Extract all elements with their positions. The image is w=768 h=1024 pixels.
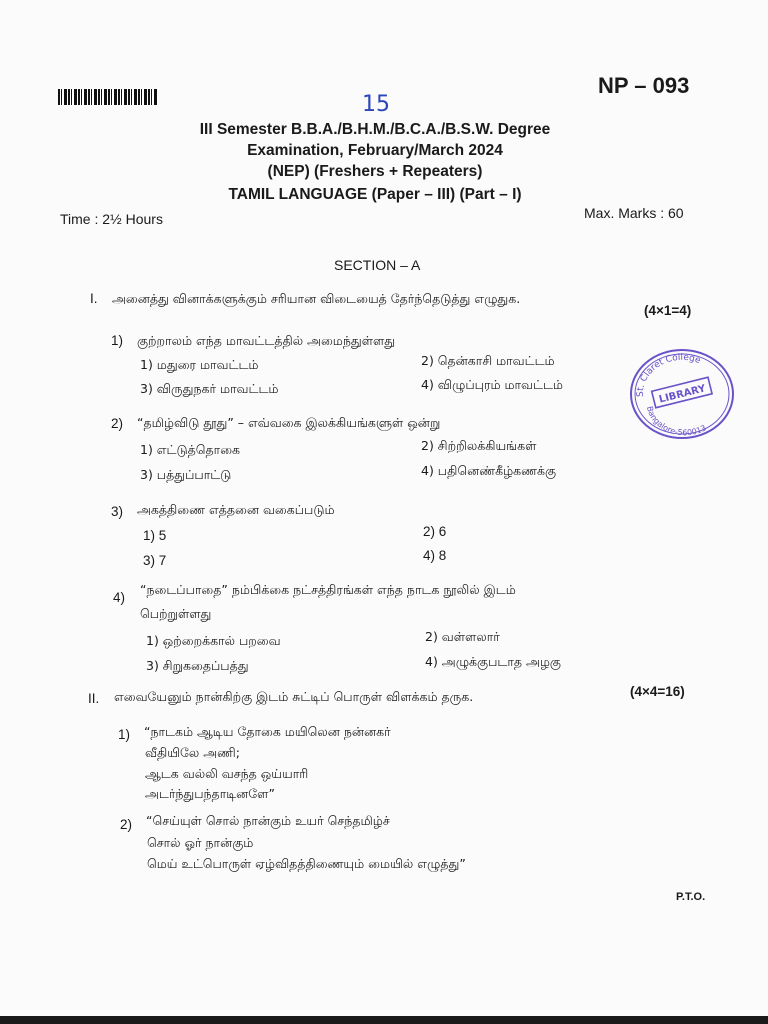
library-stamp: [627, 347, 737, 441]
option-text: 1) மதுரை மாவட்டம்: [140, 357, 259, 372]
header-line-3: (NEP) (Freshers + Repeaters): [267, 163, 483, 180]
option-text: 2) சிற்றிலக்கியங்கள்: [421, 438, 537, 453]
header-line-1: III Semester B.B.A./B.H.M./B.C.A./B.S.W. Degree: [199, 121, 551, 138]
verse-line: சொல் ஓர் நான்கும்: [147, 835, 254, 850]
option-text: 2) 6: [423, 524, 447, 539]
question-text: “தமிழ்விடு தூது” – எவ்வகை இலக்கியங்களுள் ஒன்று: [137, 415, 441, 430]
option-text: 4) விழுப்புரம் மாவட்டம்: [421, 377, 563, 392]
question-number: 1): [111, 333, 124, 348]
part2-instruction: எவையேனும் நான்கிற்கு இடம் சுட்டிப் பொருள் விளக்கம் தருக.: [114, 689, 474, 704]
question-number: 4): [113, 590, 126, 605]
question-text: அகத்திணை எத்தனை வகைப்படும்: [137, 502, 335, 517]
option-text: 4) 8: [423, 548, 447, 563]
option-text: 4) பதினெண்கீழ்கணக்கு: [421, 463, 557, 478]
verse-line: மெய் உட்பொருள் ஏழ்விதத்திணையும் மையில் எழுத்து”: [147, 856, 466, 871]
header-line-2: Examination, February/March 2024: [247, 142, 503, 159]
part1-marks: (4×1=4): [644, 303, 692, 318]
question-number: 1): [118, 727, 131, 742]
verse-line: “நாடகம் ஆடிய தோகை மயிலென நன்னகர்: [144, 724, 391, 739]
question-number: 2): [120, 817, 133, 832]
verse-line: வீதியிலே அணி;: [145, 745, 240, 760]
option-text: 3) விருதுநகர் மாவட்டம்: [140, 381, 279, 396]
question-number: 2): [111, 416, 124, 431]
part1-roman: I.: [90, 291, 98, 306]
verse-line: அடர்ந்துபந்தாடினளே”: [145, 786, 275, 801]
svg-text:Bangalore-560013: [645, 405, 708, 437]
max-marks: Max. Marks : 60: [584, 205, 684, 221]
section-title: SECTION – A: [334, 257, 421, 273]
question-text-continued: பெற்றுள்ளது: [140, 606, 212, 621]
scan-edge: [0, 1016, 768, 1024]
barcode: [58, 89, 158, 105]
part2-marks: (4×4=16): [630, 684, 685, 699]
option-text: 3) சிறுகதைப்பத்து: [146, 658, 249, 673]
pto-label: P.T.O.: [676, 891, 706, 903]
stamp-library-text: LIBRARY: [657, 383, 707, 406]
time-allowed: Time : 2½ Hours: [60, 211, 163, 227]
stamp-bottom-text: Bangalore-560013: [644, 405, 708, 438]
part1-instruction: அனைத்து வினாக்களுக்கும் சரியான விடையைத் தேர்ந்தெடுத்து எழுதுக.: [112, 291, 521, 306]
part2-roman: II.: [88, 691, 100, 706]
option-text: 1) எட்டுத்தொகை: [140, 442, 241, 457]
option-text: 3) 7: [143, 553, 167, 568]
question-number: 3): [111, 504, 124, 519]
option-text: 2) தென்காசி மாவட்டம்: [421, 353, 555, 368]
verse-line: “செய்யுள் சொல் நான்கும் உயர் செந்தமிழ்ச்: [146, 813, 390, 828]
question-text: குற்றாலம் எந்த மாவட்டத்தில் அமைந்துள்ளது: [137, 333, 396, 348]
paper-code: NP – 093: [598, 73, 690, 98]
header-line-4: TAMIL LANGUAGE (Paper – III) (Part – I): [228, 186, 522, 203]
option-text: 3) பத்துப்பாட்டு: [140, 467, 232, 482]
option-text: 1) ஒற்றைக்கால் பறவை: [146, 633, 281, 648]
option-text: 1) 5: [143, 528, 167, 543]
verse-line: ஆடக வல்லி வசந்த ஒய்யாரி: [145, 766, 309, 781]
option-text: 4) அழுக்குபடாத அழகு: [425, 654, 561, 669]
question-text: “நடைப்பாதை” நம்பிக்கை நட்சத்திரங்கள் எந்த நாடக நூலில் இடம்: [140, 582, 516, 597]
handwritten-mark: 15: [362, 92, 390, 117]
option-text: 2) வள்ளலார்: [425, 629, 500, 644]
stamp-top-text: St. Claret College: [635, 352, 702, 398]
